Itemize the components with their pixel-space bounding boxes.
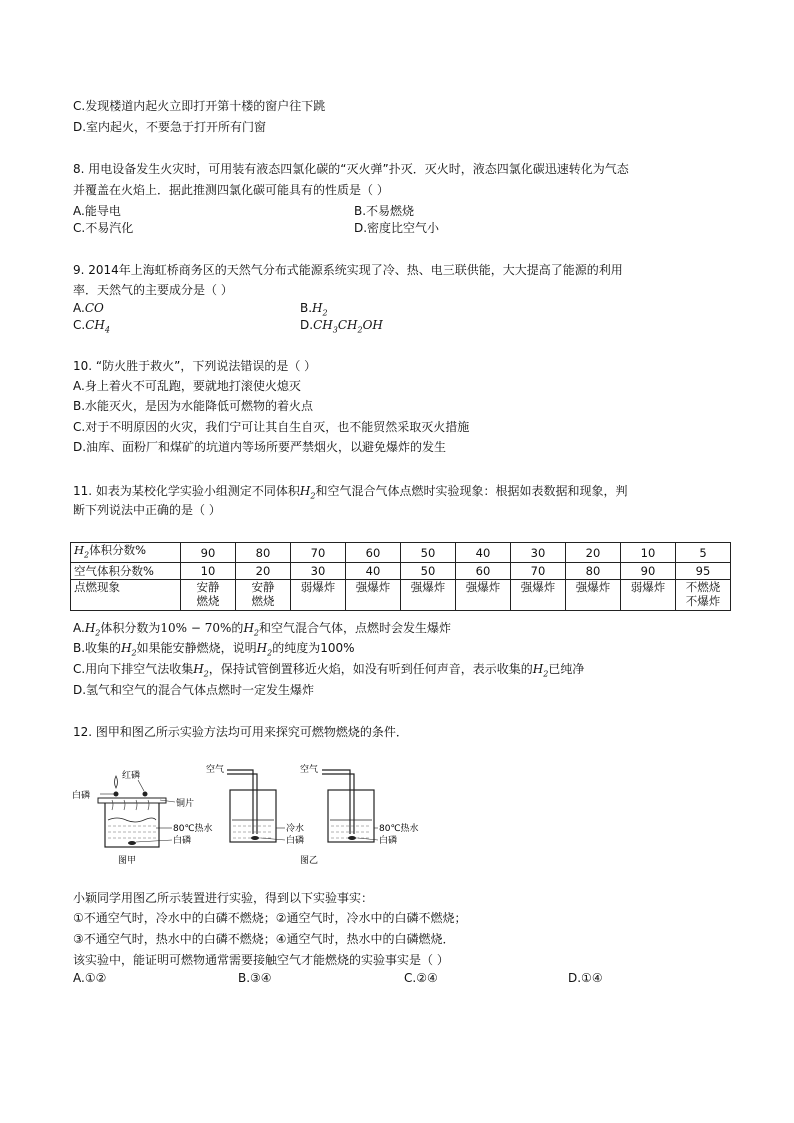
q7-option-c: C.发现楼道内起火立即打开第十楼的窗户往下跳 <box>73 99 326 113</box>
q12-text-line4: 该实验中，能证明可燃物通常需要接触空气才能燃烧的实验事实是（ ） <box>73 953 449 967</box>
table-cell: 强爆炸 <box>456 580 511 611</box>
label-hot-water-b: 80℃热水 <box>379 824 419 834</box>
table-cell: 10 <box>621 543 676 563</box>
figure-b-cold <box>206 763 304 846</box>
q12-text-line1: 小颖同学用图乙所示装置进行实验，得到以下实验事实： <box>73 891 374 905</box>
red-phosphorus <box>143 792 148 797</box>
copper-plate <box>98 798 166 803</box>
fig-b-caption: 图乙 <box>300 856 319 866</box>
q12-experiment-figure <box>72 762 432 872</box>
q11-option-a: $A.H_2$体积分数为10% − 70%的$H_2$和空气混合气体，点燃时会发生爆炸 <box>73 621 452 638</box>
q12-option-d: D.①④ <box>568 971 603 985</box>
table-cell: 40 <box>456 543 511 563</box>
table-cell: 80 <box>236 543 291 563</box>
figure-a <box>72 769 213 866</box>
q8-option-b: B.不易燃烧 <box>354 204 415 218</box>
label-white-phosphorus-d: 白磷 <box>379 836 398 846</box>
table-cell: 安静 燃烧 <box>181 580 236 611</box>
q10-stem: 10. “防火胜于救火”，下列说法错误的是（ ） <box>73 359 317 373</box>
q12-option-b: B.③④ <box>238 971 272 985</box>
q7-option-d: D.室内起火，不要急于打开所有门窗 <box>73 120 267 134</box>
table-cell: 50 <box>401 563 456 580</box>
water-surface-a <box>108 818 156 822</box>
q8-option-a: A.能导电 <box>73 204 121 218</box>
q9-option-c: $C.CH_4$ <box>73 318 110 335</box>
flame-icon <box>115 776 118 788</box>
table-cell: 80 <box>566 563 621 580</box>
table-cell: 30 <box>511 543 566 563</box>
label-air-b: 空气 <box>300 765 319 775</box>
table-cell: 50 <box>401 543 456 563</box>
q12-stem: 12. 图甲和图乙所示实验方法均可用来探究可燃物燃烧的条件． <box>73 725 408 739</box>
beaker-b-hot <box>328 790 374 842</box>
table-row <box>71 543 731 563</box>
q12-option-a: A.①② <box>73 971 107 985</box>
table-row <box>71 563 731 580</box>
q10-option-a: A.身上着火不可乱跑，要就地打滚使火熄灭 <box>73 379 301 393</box>
q11-data-table <box>70 542 731 611</box>
table-cell: 60 <box>346 543 401 563</box>
q9-stem-line2: 率．天然气的主要成分是（ ） <box>73 283 233 297</box>
table-cell: 不燃烧 不爆炸 <box>676 580 731 611</box>
q9-option-b: $B.H_2$ <box>300 301 328 318</box>
table-cell: $H_2$体积分数% <box>71 543 181 563</box>
q10-option-d: D.油库、面粉厂和煤矿的坑道内等场所要严禁烟火，以避免爆炸的发生 <box>73 440 447 454</box>
table-cell: 强爆炸 <box>511 580 566 611</box>
q8-option-d: D.密度比空气小 <box>354 221 440 235</box>
table-cell: 点燃现象 <box>71 580 181 611</box>
label-cold-water: 冷水 <box>286 824 305 834</box>
table-cell: 强爆炸 <box>401 580 456 611</box>
q9-stem-line1: 9. 2014年上海虹桥商务区的天然气分布式能源系统实现了冷、热、电三联供能，大大提高了能源的利用 <box>73 263 623 277</box>
label-air-a: 空气 <box>206 765 225 775</box>
table-cell: 强爆炸 <box>566 580 621 611</box>
air-tube-b <box>322 770 350 834</box>
table-cell: 20 <box>566 543 621 563</box>
table-cell: 90 <box>181 543 236 563</box>
table-cell: 40 <box>346 563 401 580</box>
q12-option-c: C.②④ <box>404 971 438 985</box>
white-phosphorus-bottom <box>128 841 136 845</box>
q9-option-d: $D.CH_3CH_2OH$ <box>300 318 383 335</box>
label-red-phosphorus: 红磷 <box>122 771 141 781</box>
q11-option-b: B.收集的$H_2$如果能安静燃烧，说明$H_2$的纯度为100% <box>73 641 355 658</box>
label-white-phosphorus: 白磷 <box>72 791 91 801</box>
q8-option-c: C.不易汽化 <box>73 221 134 235</box>
table-cell: 强爆炸 <box>346 580 401 611</box>
white-phosphorus-top <box>114 792 119 797</box>
label-hot-water: 80℃热水 <box>173 824 213 834</box>
q10-option-c: C.对于不明原因的火灾，我们宁可让其自生自灭，也不能贸然采取灭火措施 <box>73 420 470 434</box>
table-cell: 95 <box>676 563 731 580</box>
table-cell: 10 <box>181 563 236 580</box>
q8-stem-line2: 并覆盖在火焰上．据此推测四氯化碳可能具有的性质是（ ） <box>73 183 389 197</box>
q11-stem-line2: 断下列说法中正确的是（ ） <box>73 503 221 517</box>
table-row <box>71 580 731 611</box>
table-cell: 60 <box>456 563 511 580</box>
table-cell: 空气体积分数% <box>71 563 181 580</box>
label-copper: 铜片 <box>176 799 195 809</box>
table-cell: 70 <box>291 543 346 563</box>
beaker-a <box>105 802 159 847</box>
q11-option-c: C.用向下排空气法收集$H_2$，保持试管倒置移近火焰，如没有听到任何声音，表示收集的$H_2$已纯净 <box>73 662 585 679</box>
air-tube-a <box>227 770 253 834</box>
q11-option-d: D.氢气和空气的混合气体点燃时一定发生爆炸 <box>73 683 315 697</box>
q12-text-line3: ③不通空气时，热水中的白磷不燃烧；④通空气时，热水中的白磷燃烧． <box>73 932 455 946</box>
q12-text-line2: ①不通空气时，冷水中的白磷不燃烧；②通空气时，冷水中的白磷不燃烧； <box>73 911 467 925</box>
table-cell: 安静 燃烧 <box>236 580 291 611</box>
q8-stem-line1: 8. 用电设备发生火灾时，可用装有液态四氯化碳的“灭火弹”扑灭．灭火时，液态四氯化碳迅速转化为气态 <box>73 162 629 176</box>
table-cell: 30 <box>291 563 346 580</box>
table-cell: 弱爆炸 <box>621 580 676 611</box>
table-cell: 5 <box>676 543 731 563</box>
label-white-phosphorus-c: 白磷 <box>286 836 305 846</box>
q9-option-a: A.CO <box>73 301 104 315</box>
figure-b-hot <box>300 763 419 866</box>
table-cell: 弱爆炸 <box>291 580 346 611</box>
label-white-phosphorus-b: 白磷 <box>173 836 192 846</box>
q11-stem-line1: 11. 如表为某校化学实验小组测定不同体积$H_2$和空气混合气体点燃时实验现象：根据如表数据和现象，判 <box>73 484 628 501</box>
table-cell: 90 <box>621 563 676 580</box>
table-cell: 70 <box>511 563 566 580</box>
fig-a-caption: 图甲 <box>118 856 137 866</box>
table-cell: 20 <box>236 563 291 580</box>
q10-option-b: B.水能灭火，是因为水能降低可燃物的着火点 <box>73 399 314 413</box>
